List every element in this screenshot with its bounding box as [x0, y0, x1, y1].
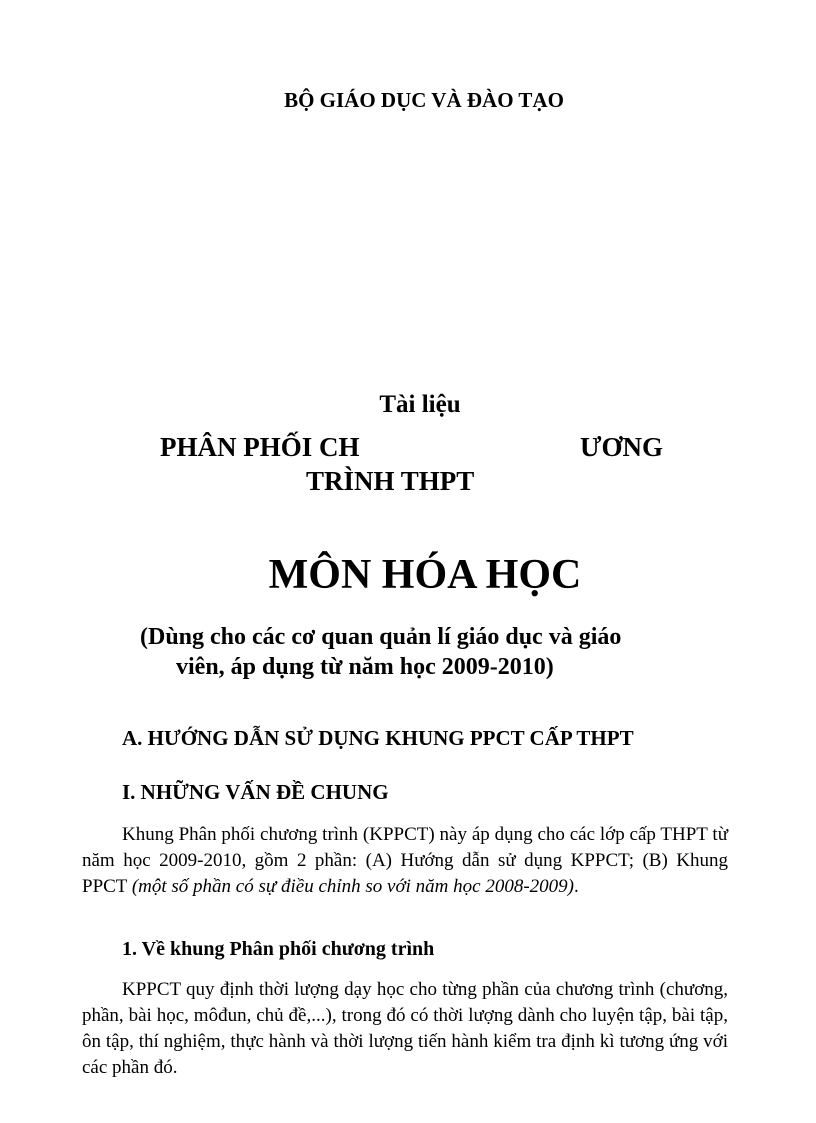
section-i-heading: I. NHỮNG VẤN ĐỀ CHUNG [122, 780, 389, 804]
paragraph-general-end: . [573, 876, 579, 897]
section-a-heading: A. HƯỚNG DẪN SỬ DỤNG KHUNG PPCT CẤP THPT [122, 726, 634, 750]
title-line2: TRÌNH THPT [306, 466, 475, 496]
title-line1-part1: PHÂN PHỐI CH [160, 432, 360, 462]
usage-note-line2: viên, áp dụng từ năm học 2009-2010) [176, 654, 554, 680]
paragraph-general-italic: (một số phần có sự điều chỉnh so với năm học 2008-2009) [131, 876, 574, 897]
subject-title: MÔN HÓA HỌC [268, 552, 582, 598]
title-line1-part2: ƯƠNG [580, 432, 663, 462]
subsection-1-heading: 1. Về khung Phân phối chương trình [122, 938, 435, 960]
paragraph-framework [82, 977, 728, 1081]
usage-note-line1: (Dùng cho các cơ quan quản lí giáo dục và giáo [140, 624, 622, 650]
ministry-header: BỘ GIÁO DỤC VÀ ĐÀO TẠO [284, 88, 564, 112]
document-label: Tài liệu [379, 391, 461, 418]
paragraph-framework-text: KPPCT quy định thời lượng dạy học cho từng phần của chương trình (chương, phần, bài học, môđun, chủ đề,...), trong đó có thời lượng dành cho luyện tập, bài tập, ôn tập, thí nghiệm, thực hành và thời lượng tiến hành kiểm tra định kì tương ứng với các phần đó. [82, 979, 728, 1078]
paragraph-general-text: Khung Phân phối chương trình (KPPCT) này áp dụng cho các lớp cấp THPT từ năm học 2009-2010, gồm 2 phần: (A) Hướng dẫn sử dụng KPPCT; (B) Khung PPCT [82, 824, 728, 897]
paragraph-general [82, 822, 728, 900]
